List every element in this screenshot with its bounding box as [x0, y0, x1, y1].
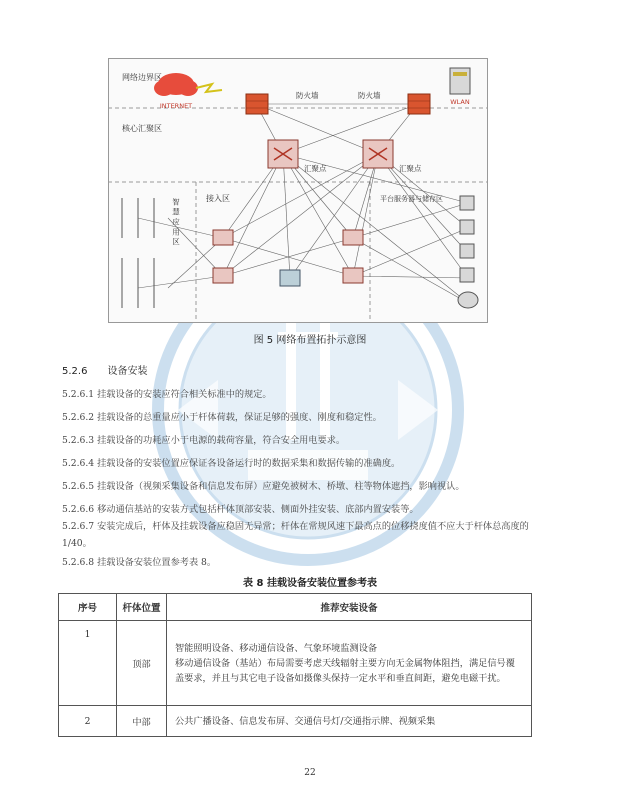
row-number: 2: [59, 706, 117, 737]
wlan-label: WLAN: [450, 98, 470, 106]
header-cell: 推荐安装设备: [167, 594, 532, 621]
zone-network-border-label: 网络边界区: [122, 73, 162, 82]
row-equipment: [167, 621, 532, 706]
paragraph: 5.2.6.3 挂载设备的功耗应小于电源的载荷容量，符合安全用电要求。: [62, 435, 346, 446]
zone-core-label: 核心汇聚区: [122, 124, 162, 133]
network-topology-diagram: [108, 58, 488, 323]
access-switch-icon: [343, 268, 363, 283]
firewall-icon: [408, 94, 430, 114]
section-title: 设备安装: [107, 366, 148, 377]
zone-access-label: 接入区: [206, 194, 230, 203]
equipment-line: 智能照明设备、移动通信设备、气象环境监测设备: [175, 642, 378, 654]
row-position: 中部: [117, 706, 167, 737]
table-8: [58, 593, 532, 737]
access-switch-icon: [343, 230, 363, 245]
header-cell: 序号: [59, 594, 117, 621]
storage-icon: [458, 292, 478, 308]
paragraph: 5.2.6.4 挂载设备的安装位置应保证各设备运行时的数据采集和数据传输的准确度。: [62, 458, 401, 469]
paragraph: 5.2.6.6 移动通信基站的安装方式包括杆体顶部安装、侧面外挂安装、底部内置安装等。: [62, 504, 419, 515]
access-switch-icon: [213, 230, 233, 245]
header-cell: 杆体位置: [117, 594, 167, 621]
section-heading: [62, 362, 167, 377]
table-row: [59, 706, 532, 737]
row-number: 1: [59, 621, 117, 706]
paragraph: 5.2.6.2 挂载设备的总重量应小于杆体荷载，保证足够的强度、刚度和稳定性。: [62, 412, 382, 423]
zone-platform-label: 平台服务器与储存区: [380, 195, 443, 203]
firewall-label: 防火墙: [358, 91, 381, 100]
wlan-server-icon: [450, 68, 470, 94]
equipment-line: 公共广播设备、信息发布屏、交通信号灯/交通指示牌、视频采集: [175, 715, 436, 727]
paragraph: 5.2.6.1 挂载设备的安装应符合相关标准中的规定。: [62, 389, 272, 400]
internet-label: INTERNET: [159, 102, 193, 110]
firewall-label: 防火墙: [296, 91, 319, 100]
row-position: 顶部: [117, 621, 167, 706]
aggregation-label: 汇聚点: [304, 164, 327, 173]
firewall-icon: [246, 94, 268, 114]
paragraph: 5.2.6.8 挂载设备安装位置参考表 8。: [62, 557, 217, 568]
table-row: [59, 621, 532, 706]
access-switch-icon: [213, 268, 233, 283]
page-number: 22: [304, 768, 316, 778]
equipment-line: 移动通信设备（基站）布局需要考虑天线辐射主要方向无金属物体阻挡，满足信号覆盖要求，并且与其它电子设备如摄像头保持一定水平和垂直间距，避免电磁干扰。: [175, 657, 515, 684]
table-header-row: [59, 594, 532, 621]
figure-caption: 图 5 网络布置拓扑示意图: [253, 335, 367, 346]
wireless-controller-icon: [280, 270, 300, 286]
section-number: 5.2.6: [62, 366, 88, 377]
zone-smart-app-label: 智 慧 应 用 区: [171, 198, 181, 246]
paragraph: 5.2.6.7 安装完成后，杆体及挂载设备应稳固无异常；杆体在常规风速下最高点的位移挠度值不应大于杆体总高度的 1/40。: [62, 521, 529, 549]
paragraph: 5.2.6.5 挂载设备（视频采集设备和信息发布屏）应避免被树木、桥墩、柱等物体遮挡，影响视认。: [62, 481, 465, 492]
aggregation-label: 汇聚点: [399, 164, 422, 173]
core-switch-icon: [268, 140, 298, 168]
core-switch-icon: [363, 140, 393, 168]
row-equipment: [167, 706, 532, 737]
table-title: 表 8 挂载设备安装位置参考表: [243, 578, 377, 589]
